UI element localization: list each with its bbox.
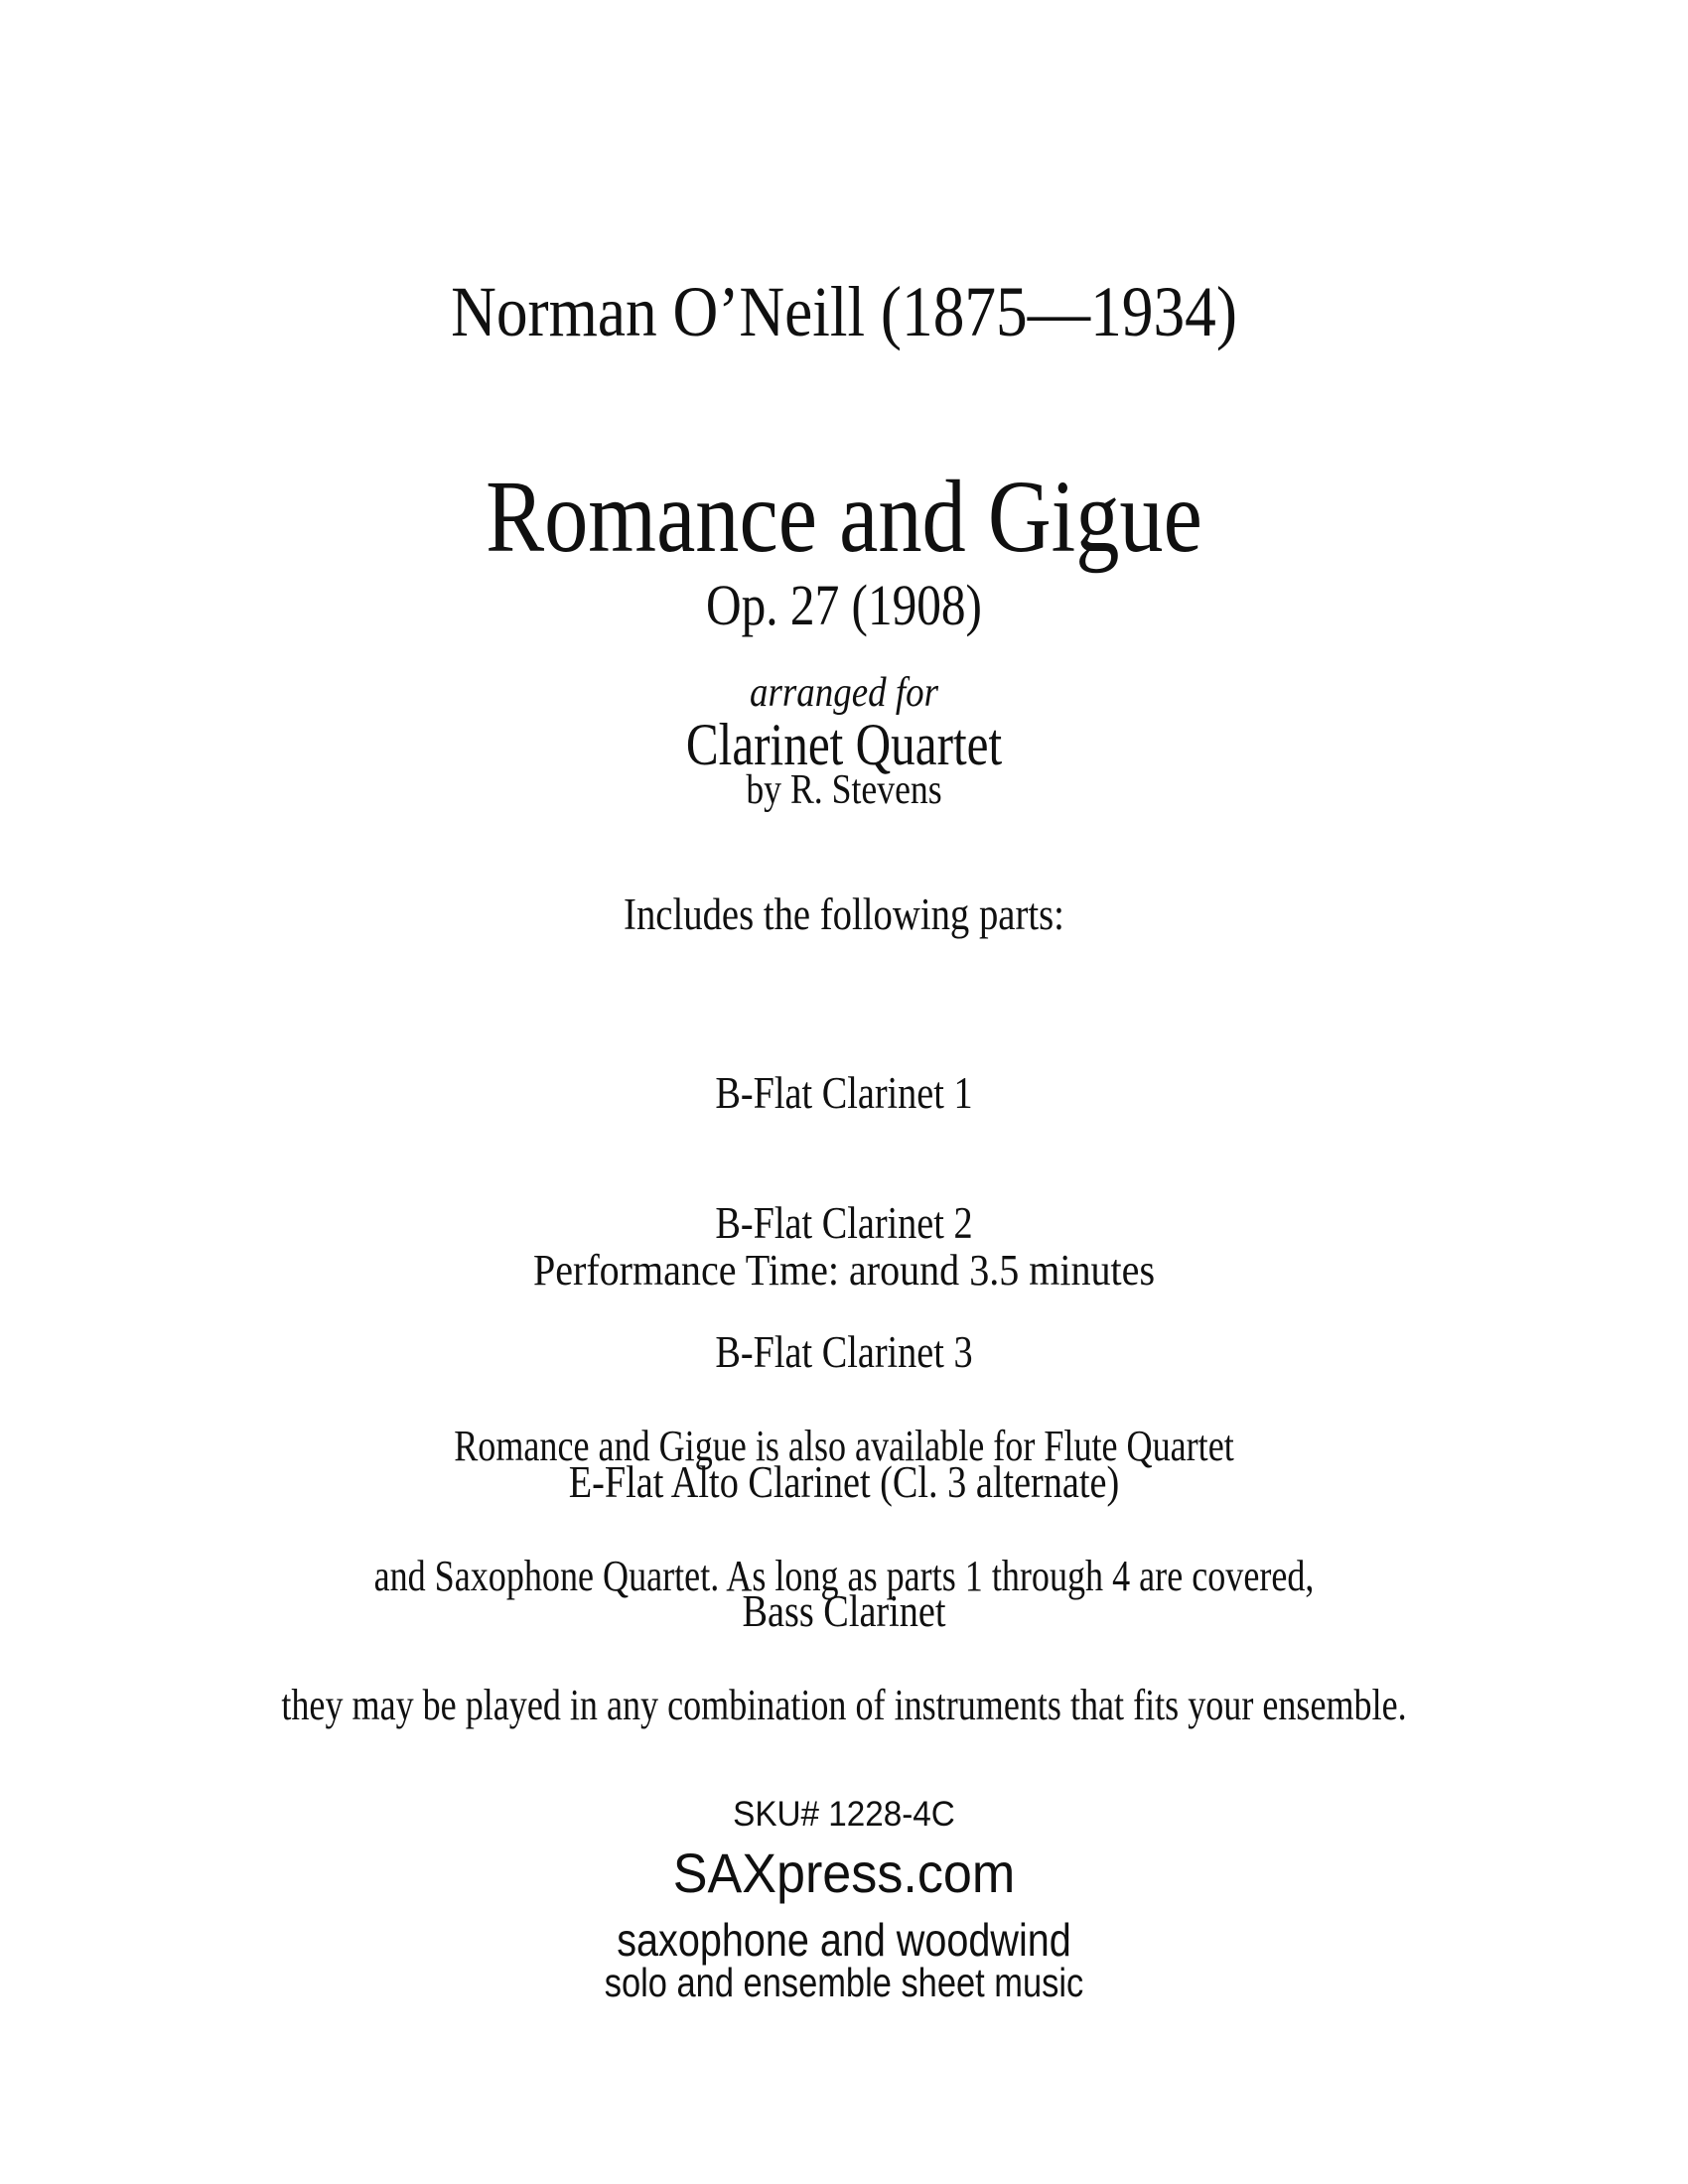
part-item-bass-clarinet: Bass Clarinet [742,1586,946,1636]
part-item-clarinet-3: B-Flat Clarinet 3 [715,1327,973,1377]
availability-line-1: Romance and Gigue is also available for Flute Quartet [454,1422,1234,1470]
sku-number: SKU# 1228-4C [733,1795,955,1834]
part-item-clarinet-2: B-Flat Clarinet 2 [715,1197,973,1248]
publisher-tagline-products: solo and ensemble sheet music [604,1960,1084,2005]
availability-line-3: they may be played in any combination of instruments that fits your ensemble. [281,1681,1407,1729]
availability-line-2: and Saxophone Quartet. As long as parts 1 through 4 are covered, [373,1551,1315,1600]
arranged-for-label: arranged for [750,670,938,716]
arranger-credit: by R. Stevens [746,767,942,813]
publisher-tagline-instruments: saxophone and woodwind [617,1914,1071,1966]
availability-note [152,1338,1536,1814]
part-item-alto-clarinet: E-Flat Alto Clarinet (Cl. 3 alternate) [568,1456,1120,1507]
composer-name: Norman O’Neill (1875—1934) [451,272,1237,351]
includes-heading: Includes the following parts: [624,889,1064,939]
ensemble-name: Clarinet Quartet [685,712,1003,777]
publisher-website: SAXpress.com [672,1842,1016,1904]
performance-time: Performance Time: around 3.5 minutes [532,1246,1156,1295]
part-item-clarinet-1: B-Flat Clarinet 1 [715,1068,973,1118]
opus-line: Op. 27 (1908) [706,573,982,637]
piece-title: Romance and Gigue [486,460,1202,574]
